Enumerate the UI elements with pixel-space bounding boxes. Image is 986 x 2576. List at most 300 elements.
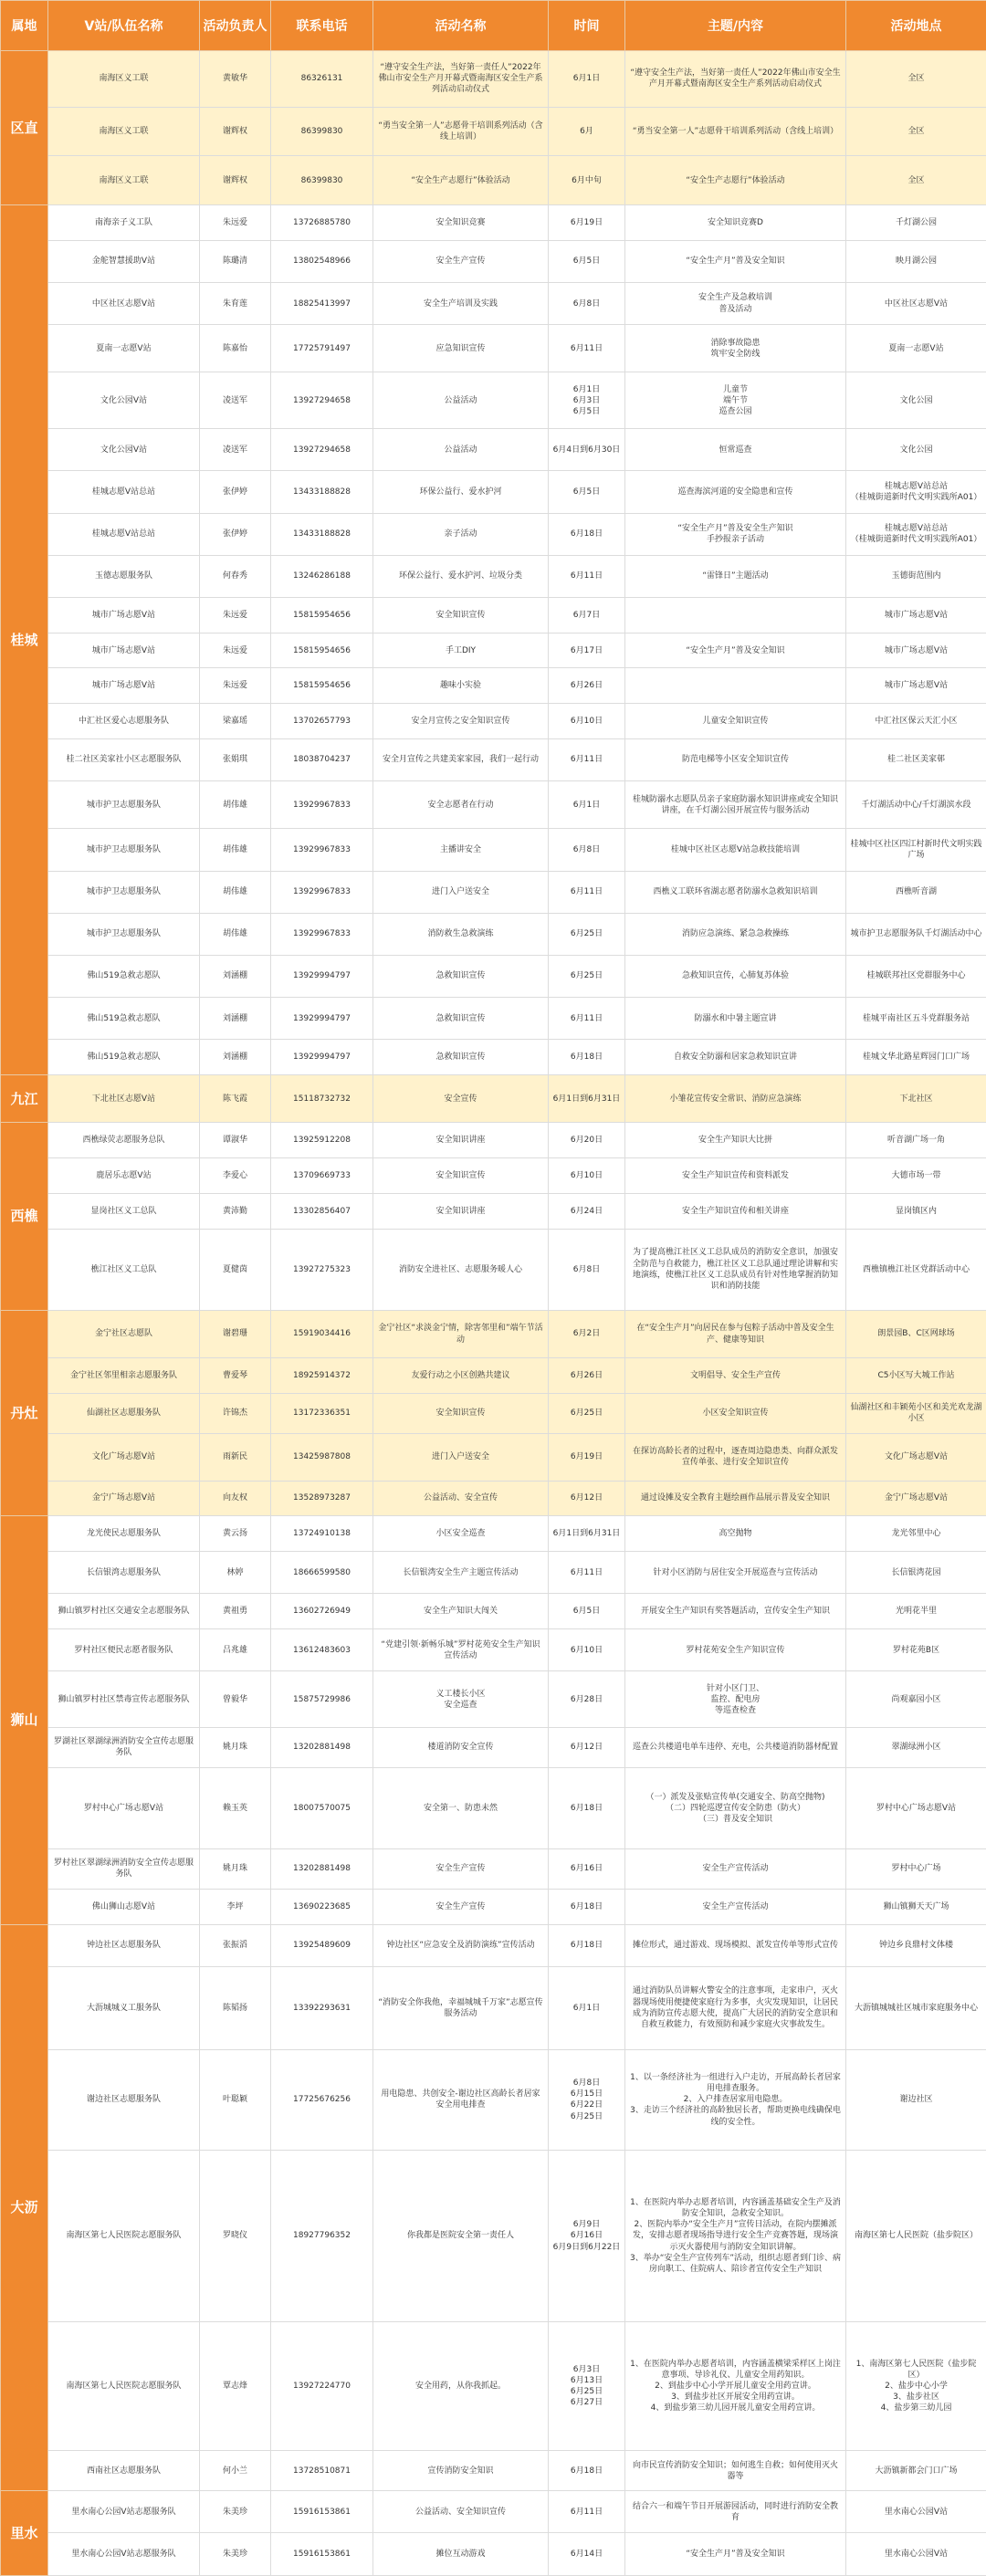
table-row xyxy=(1,1552,986,1594)
phone-cell: 15875729986 xyxy=(271,1671,373,1728)
place-cell: 全区 xyxy=(846,107,986,156)
table-row xyxy=(1,597,986,633)
table-row xyxy=(1,2451,986,2491)
team-cell: 中区社区志愿V站 xyxy=(48,283,200,325)
time-cell: 6月5日 xyxy=(549,1594,625,1629)
leader-cell: 陈韬扬 xyxy=(200,1966,271,2049)
team-cell: 南海区义工联 xyxy=(48,51,200,108)
place-cell: 千灯湖公园 xyxy=(846,205,986,241)
leader-cell: 朱美珍 xyxy=(200,2533,271,2576)
phone-cell: 15815954656 xyxy=(271,597,373,633)
phone-cell: 18007570075 xyxy=(271,1767,373,1848)
header-theme: 主题/内容 xyxy=(625,1,846,51)
place-cell: 狮山镇狮天天广场 xyxy=(846,1889,986,1924)
theme-cell: 向市民宣传消防安全知识；如何逃生自救；如何使用灭火器等 xyxy=(625,2451,846,2491)
leader-cell: 胡伟雄 xyxy=(200,781,271,829)
time-cell: 6月18日 xyxy=(549,1767,625,1848)
place-cell: 千灯湖活动中心/千灯湖滨水段 xyxy=(846,781,986,829)
phone-cell: 13929967833 xyxy=(271,913,373,955)
theme-cell: 巡查公共楼道电单车违停、充电，公共楼道消防器材配置 xyxy=(625,1728,846,1768)
table-row xyxy=(1,1433,986,1481)
table-row xyxy=(1,2321,986,2451)
team-cell: 桂二社区美家社小区志愿服务队 xyxy=(48,738,200,780)
phone-cell: 13612483603 xyxy=(271,1629,373,1671)
leader-cell: 黄云扬 xyxy=(200,1516,271,1552)
activity-cell: 金宁社区“求淡金宁情，除害邻里和”端午节活动 xyxy=(373,1310,549,1357)
time-cell: 6月25日 xyxy=(549,913,625,955)
theme-cell: “遵守安全生产法，当好第一责任人”2022年佛山市安全生产月开幕式暨南海区安全生产系列活动启动仪式 xyxy=(625,51,846,108)
team-cell: 中汇社区爱心志愿服务队 xyxy=(48,704,200,739)
place-cell: 大沥镇城城社区城市家庭服务中心 xyxy=(846,1966,986,2049)
team-cell: 罗村社区翠湖绿洲消防安全宣传志愿服务队 xyxy=(48,1849,200,1890)
table-row xyxy=(1,513,986,555)
place-cell: 城市广场志愿V站 xyxy=(846,633,986,668)
phone-cell: 13929994797 xyxy=(271,1040,373,1075)
time-cell: 6月1日到6月31日 xyxy=(549,1516,625,1552)
theme-cell: 自救安全防溺和居家急救知识宣讲 xyxy=(625,1040,846,1075)
theme-cell: “安全生产月”普及安全知识 xyxy=(625,2533,846,2576)
activity-cell: “勇当安全第一人”志愿骨干培训系列活动（含线上培训） xyxy=(373,107,549,156)
place-cell: 桂城志愿V站总站 （桂城街道新时代文明实践所A01） xyxy=(846,513,986,555)
team-cell: 狮山镇罗村社区禁毒宣传志愿服务队 xyxy=(48,1671,200,1728)
team-cell: 南海区第七人民医院志愿服务队 xyxy=(48,2151,200,2322)
leader-cell: 朱远爱 xyxy=(200,668,271,704)
activity-cell: 趣味小实验 xyxy=(373,668,549,704)
time-cell: 6月10日 xyxy=(549,1158,625,1194)
theme-cell: 巡查海滨河道的安全隐患和宣传 xyxy=(625,471,846,513)
place-cell: 城市广场志愿V站 xyxy=(846,668,986,704)
activity-cell: 安全生产培训及实践 xyxy=(373,283,549,325)
team-cell: 罗村中心广场志愿V站 xyxy=(48,1767,200,1848)
place-cell: 下北社区 xyxy=(846,1075,986,1123)
place-cell: 桂城志愿V站总站 （桂城街道新时代文明实践所A01） xyxy=(846,471,986,513)
phone-cell: 15815954656 xyxy=(271,633,373,668)
time-cell: 6月18日 xyxy=(549,513,625,555)
region-cell: 九江 xyxy=(1,1075,48,1123)
place-cell: 显岗镇区内 xyxy=(846,1193,986,1229)
activity-cell: 你我都是医院安全第一责任人 xyxy=(373,2151,549,2322)
phone-cell: 13433188828 xyxy=(271,513,373,555)
activity-cell: 楼道消防安全宣传 xyxy=(373,1728,549,1768)
leader-cell: 张伊婷 xyxy=(200,471,271,513)
time-cell: 6月 xyxy=(549,107,625,156)
activity-cell: “消防安全你我他，幸福城城千万家”志愿宣传服务活动 xyxy=(373,1966,549,2049)
leader-cell: 张伊婷 xyxy=(200,513,271,555)
leader-cell: 曹爱琴 xyxy=(200,1358,271,1394)
time-cell: 6月9日 6月16日 6月9日到6月22日 xyxy=(549,2151,625,2322)
place-cell: 桂二社区美家邨 xyxy=(846,738,986,780)
table-row xyxy=(1,156,986,205)
activity-cell: 公益活动、安全知识宣传 xyxy=(373,2491,549,2533)
theme-cell: “安全生产月”普及安全生产知识 手抄报亲子活动 xyxy=(625,513,846,555)
place-cell: 映月湖公园 xyxy=(846,240,986,282)
place-cell: 光明花半里 xyxy=(846,1594,986,1629)
place-cell: 中区社区志愿V站 xyxy=(846,283,986,325)
table-row xyxy=(1,1158,986,1194)
theme-cell: 小区安全知识宣传 xyxy=(625,1393,846,1433)
leader-cell: 吕兆雄 xyxy=(200,1629,271,1671)
place-cell: C5小区写大城工作站 xyxy=(846,1358,986,1394)
leader-cell: 雨新民 xyxy=(200,1433,271,1481)
table-row xyxy=(1,1358,986,1394)
leader-cell: 胡伟雄 xyxy=(200,871,271,913)
phone-cell: 13724910138 xyxy=(271,1516,373,1552)
place-cell: 城市广场志愿V站 xyxy=(846,597,986,633)
place-cell: 1、南海区第七人民医院（盐步院区） 2、盐步中心小学 3、盐步社区 4、盐步第三幼儿园 xyxy=(846,2321,986,2451)
place-cell: 大沥镇新都会门口广场 xyxy=(846,2451,986,2491)
activity-cell: 急救知识宣传 xyxy=(373,1040,549,1075)
team-cell: 罗村社区便民志愿者服务队 xyxy=(48,1629,200,1671)
table-row xyxy=(1,1310,986,1357)
table-row xyxy=(1,2151,986,2322)
team-cell: 佛山519急救志愿队 xyxy=(48,955,200,997)
leader-cell: 罗晓仪 xyxy=(200,2151,271,2322)
time-cell: 6月3日 6月13日 6月25日 6月27日 xyxy=(549,2321,625,2451)
phone-cell: 13927294658 xyxy=(271,429,373,471)
time-cell: 6月11日 xyxy=(549,871,625,913)
place-cell: 西樵听音湖 xyxy=(846,871,986,913)
theme-cell xyxy=(625,597,846,633)
team-cell: 佛山519急救志愿队 xyxy=(48,1040,200,1075)
table-row xyxy=(1,51,986,108)
theme-cell: 安全知识竞赛D xyxy=(625,205,846,241)
place-cell: 里水南心公园V站 xyxy=(846,2491,986,2533)
leader-cell: 朱远爱 xyxy=(200,597,271,633)
place-cell: 谢边社区 xyxy=(846,2049,986,2150)
place-cell: 仙湖社区和丰颖苑小区和美光欢龙湖小区 xyxy=(846,1393,986,1433)
region-cell: 丹灶 xyxy=(1,1310,48,1515)
place-cell: 罗村中心广场志愿V站 xyxy=(846,1767,986,1848)
team-cell: 玉德志愿服务队 xyxy=(48,555,200,597)
phone-cell: 86399830 xyxy=(271,107,373,156)
time-cell: 6月11日 xyxy=(549,1552,625,1594)
phone-cell: 15916153861 xyxy=(271,2491,373,2533)
time-cell: 6月19日 xyxy=(549,1433,625,1481)
activity-cell: “党建引领·新畅乐城”罗村花苑安全生产知识宣传活动 xyxy=(373,1629,549,1671)
time-cell: 6月10日 xyxy=(549,1629,625,1671)
phone-cell: 13528973287 xyxy=(271,1481,373,1516)
activity-cell: 安全月宣传之安全知识宣传 xyxy=(373,704,549,739)
leader-cell: 刘涵棚 xyxy=(200,998,271,1040)
table-row xyxy=(1,1193,986,1229)
team-cell: 西樵绿荧志愿服务总队 xyxy=(48,1123,200,1158)
activity-cell: “安全生产志愿行”体验活动 xyxy=(373,156,549,205)
table-row xyxy=(1,429,986,471)
phone-cell: 13927275323 xyxy=(271,1229,373,1310)
time-cell: 6月1日 6月3日 6月5日 xyxy=(549,372,625,429)
leader-cell: 谢辉权 xyxy=(200,107,271,156)
activity-cell: 急救知识宣传 xyxy=(373,998,549,1040)
activity-cell: 安全知识竞赛 xyxy=(373,205,549,241)
theme-cell: “安全生产月”普及安全知识 xyxy=(625,633,846,668)
place-cell: 桂城中区社区四江村新时代文明实践广场 xyxy=(846,829,986,871)
team-cell: 文化公园V站 xyxy=(48,429,200,471)
phone-cell: 15118732732 xyxy=(271,1075,373,1123)
table-row xyxy=(1,1966,986,2049)
team-cell: 里水南心公园V站志愿服务队 xyxy=(48,2491,200,2533)
time-cell: 6月8日 6月15日 6月22日 6月25日 xyxy=(549,2049,625,2150)
time-cell: 6月11日 xyxy=(549,555,625,597)
table-row xyxy=(1,1629,986,1671)
theme-cell: 在探访高龄长者的过程中，逐查周边隐患类、向群众派发宣传单张、进行安全知识宣传 xyxy=(625,1433,846,1481)
time-cell: 6月16日 xyxy=(549,1849,625,1890)
header-row xyxy=(1,1,986,51)
time-cell: 6月10日 xyxy=(549,704,625,739)
table-row xyxy=(1,1924,986,1966)
leader-cell: 梁嘉瑶 xyxy=(200,704,271,739)
phone-cell: 13925489609 xyxy=(271,1924,373,1966)
leader-cell: 叶聪颖 xyxy=(200,2049,271,2150)
activity-cell: 摊位互动游戏 xyxy=(373,2533,549,2576)
leader-cell: 谢碧珊 xyxy=(200,1310,271,1357)
time-cell: 6月18日 xyxy=(549,1889,625,1924)
activity-cell: 安全用药，从你我抓起。 xyxy=(373,2321,549,2451)
leader-cell: 陈璐清 xyxy=(200,240,271,282)
theme-cell: 儿童节 端午节 巡查公园 xyxy=(625,372,846,429)
phone-cell: 15815954656 xyxy=(271,668,373,704)
time-cell: 6月1日 xyxy=(549,51,625,108)
leader-cell: 黄敏华 xyxy=(200,51,271,108)
phone-cell: 18038704237 xyxy=(271,738,373,780)
table-row xyxy=(1,2491,986,2533)
place-cell: 文化广场志愿V站 xyxy=(846,1433,986,1481)
table-row xyxy=(1,240,986,282)
leader-cell: 凌送军 xyxy=(200,372,271,429)
time-cell: 6月8日 xyxy=(549,829,625,871)
team-cell: 西南社区志愿服务队 xyxy=(48,2451,200,2491)
leader-cell: 姚月珠 xyxy=(200,1728,271,1768)
team-cell: 城市广场志愿V站 xyxy=(48,633,200,668)
team-cell: 城市广场志愿V站 xyxy=(48,597,200,633)
region-cell: 狮山 xyxy=(1,1516,48,1924)
theme-cell: 1、以一条经济社为一组进行入户走访，开展高龄长者居家用电排查服务。 2、入户排查居家用电隐患。 3、走访三个经济社的高龄独居长者，帮助更换电线确保电线的安全性。 xyxy=(625,2049,846,2150)
team-cell: 鹿居乐志愿V站 xyxy=(48,1158,200,1194)
region-cell: 大沥 xyxy=(1,1924,48,2491)
activity-cell: 手工DIY xyxy=(373,633,549,668)
phone-cell: 15919034416 xyxy=(271,1310,373,1357)
phone-cell: 13392293631 xyxy=(271,1966,373,2049)
table-row xyxy=(1,1849,986,1890)
activity-cell: 安全月宣传之共建美家家园，我们一起行动 xyxy=(373,738,549,780)
leader-cell: 陈飞霞 xyxy=(200,1075,271,1123)
phone-cell: 18666599580 xyxy=(271,1552,373,1594)
activity-cell: 安全宣传 xyxy=(373,1075,549,1123)
team-cell: 南海区第七人民医院志愿服务队 xyxy=(48,2321,200,2451)
team-cell: 罗湖社区翠湖绿洲消防安全宣传志愿服务队 xyxy=(48,1728,200,1768)
place-cell: 桂城文华北路星辉园门口广场 xyxy=(846,1040,986,1075)
leader-cell: 李爱心 xyxy=(200,1158,271,1194)
activity-cell: 钟边社区“应急安全及消防演练”宣传活动 xyxy=(373,1924,549,1966)
activity-cell: 安全知识宣传 xyxy=(373,1158,549,1194)
leader-cell: 陈嘉怡 xyxy=(200,325,271,372)
theme-cell: （一）派发及张贴宣传单(交通安全、防高空抛物) （二）四轮巡逻宣传安全防患（防火） （三）普及安全知识 xyxy=(625,1767,846,1848)
theme-cell: 西樵义工联环省湖志愿者防溺水急救知识培训 xyxy=(625,871,846,913)
leader-cell: 朱远爱 xyxy=(200,633,271,668)
table-row xyxy=(1,1040,986,1075)
team-cell: 城市护卫志愿服务队 xyxy=(48,871,200,913)
team-cell: 夏南一志愿V站 xyxy=(48,325,200,372)
leader-cell: 黄沛勤 xyxy=(200,1193,271,1229)
table-row xyxy=(1,372,986,429)
team-cell: 城市护卫志愿服务队 xyxy=(48,829,200,871)
activity-cell: 用电隐患、共创安全-谢边社区高龄长者居家安全用电排查 xyxy=(373,2049,549,2150)
place-cell: 大德市场一带 xyxy=(846,1158,986,1194)
activity-cell: 安全知识宣传 xyxy=(373,597,549,633)
leader-cell: 林婷 xyxy=(200,1552,271,1594)
team-cell: 长信银湾志愿服务队 xyxy=(48,1552,200,1594)
leader-cell: 胡伟雄 xyxy=(200,913,271,955)
phone-cell: 86399830 xyxy=(271,156,373,205)
activity-cell: 进门入户送安全 xyxy=(373,871,549,913)
leader-cell: 朱美珍 xyxy=(200,2491,271,2533)
leader-cell: 李坪 xyxy=(200,1889,271,1924)
table-row xyxy=(1,704,986,739)
region-cell: 里水 xyxy=(1,2491,48,2576)
theme-cell: 安全生产知识宣传和资料派发 xyxy=(625,1158,846,1194)
time-cell: 6月5日 xyxy=(549,471,625,513)
phone-cell: 13927294658 xyxy=(271,372,373,429)
place-cell: 玉德街范围内 xyxy=(846,555,986,597)
team-cell: 下北社区志愿V站 xyxy=(48,1075,200,1123)
table-row xyxy=(1,781,986,829)
time-cell: 6月18日 xyxy=(549,1924,625,1966)
table-row xyxy=(1,998,986,1040)
place-cell: 桂城平南社区五斗党群服务站 xyxy=(846,998,986,1040)
region-cell: 桂城 xyxy=(1,205,48,1075)
place-cell: 龙光邻里中心 xyxy=(846,1516,986,1552)
theme-cell: “雷锋日”主题活动 xyxy=(625,555,846,597)
activity-cell: 友爱行动之小区创熟共建议 xyxy=(373,1358,549,1394)
table-row xyxy=(1,1594,986,1629)
activity-cell: 环保公益行、爱水护河、垃圾分类 xyxy=(373,555,549,597)
team-cell: 樵江社区义工总队 xyxy=(48,1229,200,1310)
time-cell: 6月26日 xyxy=(549,1358,625,1394)
team-cell: 金宁社区邻里相亲志愿服务队 xyxy=(48,1358,200,1394)
theme-cell: 通过设摊及安全教育主题绘画作品展示普及安全知识 xyxy=(625,1481,846,1516)
time-cell: 6月28日 xyxy=(549,1671,625,1728)
phone-cell: 13709669733 xyxy=(271,1158,373,1194)
team-cell: 佛山狮山志愿V站 xyxy=(48,1889,200,1924)
time-cell: 6月2日 xyxy=(549,1310,625,1357)
theme-cell: 桂城中区社区志愿V站急救技能培训 xyxy=(625,829,846,871)
time-cell: 6月19日 xyxy=(549,205,625,241)
time-cell: 6月4日到6月30日 xyxy=(549,429,625,471)
table-row xyxy=(1,668,986,704)
phone-cell: 13702657793 xyxy=(271,704,373,739)
table-row xyxy=(1,1123,986,1158)
leader-cell: 张娟琪 xyxy=(200,738,271,780)
place-cell: 中汇社区保云天汇小区 xyxy=(846,704,986,739)
place-cell: 翠湖绿洲小区 xyxy=(846,1728,986,1768)
place-cell: 南海区第七人民医院（盐步院区） xyxy=(846,2151,986,2322)
table-row xyxy=(1,283,986,325)
theme-cell: 针对小区消防与居住安全开展巡查与宣传活动 xyxy=(625,1552,846,1594)
table-row xyxy=(1,1481,986,1516)
header-phone: 联系电话 xyxy=(271,1,373,51)
activity-cell: 公益活动 xyxy=(373,429,549,471)
table-row xyxy=(1,555,986,597)
activity-cell: 宣传消防安全知识 xyxy=(373,2451,549,2491)
time-cell: 6月7日 xyxy=(549,597,625,633)
header-team: V站/队伍名称 xyxy=(48,1,200,51)
time-cell: 6月14日 xyxy=(549,2533,625,2576)
activity-cell: 安全生产宣传 xyxy=(373,1849,549,1890)
activity-cell: 安全知识讲座 xyxy=(373,1193,549,1229)
activity-cell: 急救知识宣传 xyxy=(373,955,549,997)
table-row xyxy=(1,1671,986,1728)
phone-cell: 13172336351 xyxy=(271,1393,373,1433)
time-cell: 6月12日 xyxy=(549,1728,625,1768)
phone-cell: 13302856407 xyxy=(271,1193,373,1229)
leader-cell: 许锦杰 xyxy=(200,1393,271,1433)
phone-cell: 13929967833 xyxy=(271,829,373,871)
phone-cell: 13728510871 xyxy=(271,2451,373,2491)
theme-cell: 文明倡导、安全生产宣传 xyxy=(625,1358,846,1394)
theme-cell: 安全生产知识宣传和相关讲座 xyxy=(625,1193,846,1229)
place-cell: 长信银湾花园 xyxy=(846,1552,986,1594)
leader-cell: 张振滔 xyxy=(200,1924,271,1966)
leader-cell: 夏健茵 xyxy=(200,1229,271,1310)
place-cell: 桂城联邦社区党群服务中心 xyxy=(846,955,986,997)
table-row xyxy=(1,1728,986,1768)
leader-cell: 何小兰 xyxy=(200,2451,271,2491)
team-cell: 佛山519急救志愿队 xyxy=(48,998,200,1040)
team-cell: 金舵智慧援助V站 xyxy=(48,240,200,282)
team-cell: 显岗社区义工总队 xyxy=(48,1193,200,1229)
place-cell: 里水南心公园V站 xyxy=(846,2533,986,2576)
theme-cell: 儿童安全知识宣传 xyxy=(625,704,846,739)
time-cell: 6月11日 xyxy=(549,325,625,372)
team-cell: 谢边社区志愿服务队 xyxy=(48,2049,200,2150)
phone-cell: 13433188828 xyxy=(271,471,373,513)
place-cell: 文化公园 xyxy=(846,372,986,429)
phone-cell: 13425987808 xyxy=(271,1433,373,1481)
table-row xyxy=(1,1889,986,1924)
place-cell: 金宁广场志愿V站 xyxy=(846,1481,986,1516)
phone-cell: 17725676256 xyxy=(271,2049,373,2150)
time-cell: 6月24日 xyxy=(549,1193,625,1229)
team-cell: 南海亲子义工队 xyxy=(48,205,200,241)
leader-cell: 何春秀 xyxy=(200,555,271,597)
header-place: 活动地点 xyxy=(846,1,986,51)
phone-cell: 13929967833 xyxy=(271,781,373,829)
team-cell: 文化公园V站 xyxy=(48,372,200,429)
phone-cell: 86326131 xyxy=(271,51,373,108)
header-region: 属地 xyxy=(1,1,48,51)
theme-cell: 安全生产知识大比拼 xyxy=(625,1123,846,1158)
table-row xyxy=(1,107,986,156)
phone-cell: 13802548966 xyxy=(271,240,373,282)
table-row xyxy=(1,913,986,955)
theme-cell: 结合六一和端午节日开展游园活动，同时进行消防安全教育 xyxy=(625,2491,846,2533)
time-cell: 6月1日到6月31日 xyxy=(549,1075,625,1123)
team-cell: 大沥城城义工服务队 xyxy=(48,1966,200,2049)
time-cell: 6月1日 xyxy=(549,781,625,829)
leader-cell: 黄祖勇 xyxy=(200,1594,271,1629)
theme-cell: “安全生产志愿行”体验活动 xyxy=(625,156,846,205)
time-cell: 6月11日 xyxy=(549,998,625,1040)
region-cell: 西樵 xyxy=(1,1123,48,1311)
theme-cell: 1、在医院内举办志愿者培训，内容涵盖基础安全生产及消防安全知识，急救安全知识。 2、医院内举办“安全生产月”宣传日活动，在院内摆摊派发，安排志愿者现场指导进行安全生产竞赛答题，现场演示灭火器使用与消防安全知识讲解。 3、举办“安全生产宣传列车”活动，组织志愿者到门诊、病房向职工、住院病人、陪诊者宣传安全生产知识 xyxy=(625,2151,846,2322)
activity-cell: 应急知识宣传 xyxy=(373,325,549,372)
table-row xyxy=(1,738,986,780)
leader-cell: 朱远爱 xyxy=(200,205,271,241)
theme-cell: 罗村花苑安全生产知识宣传 xyxy=(625,1629,846,1671)
time-cell: 6月11日 xyxy=(549,738,625,780)
phone-cell: 13929994797 xyxy=(271,998,373,1040)
activity-cell: 安全知识讲座 xyxy=(373,1123,549,1158)
activity-cell: 安全生产宣传 xyxy=(373,240,549,282)
